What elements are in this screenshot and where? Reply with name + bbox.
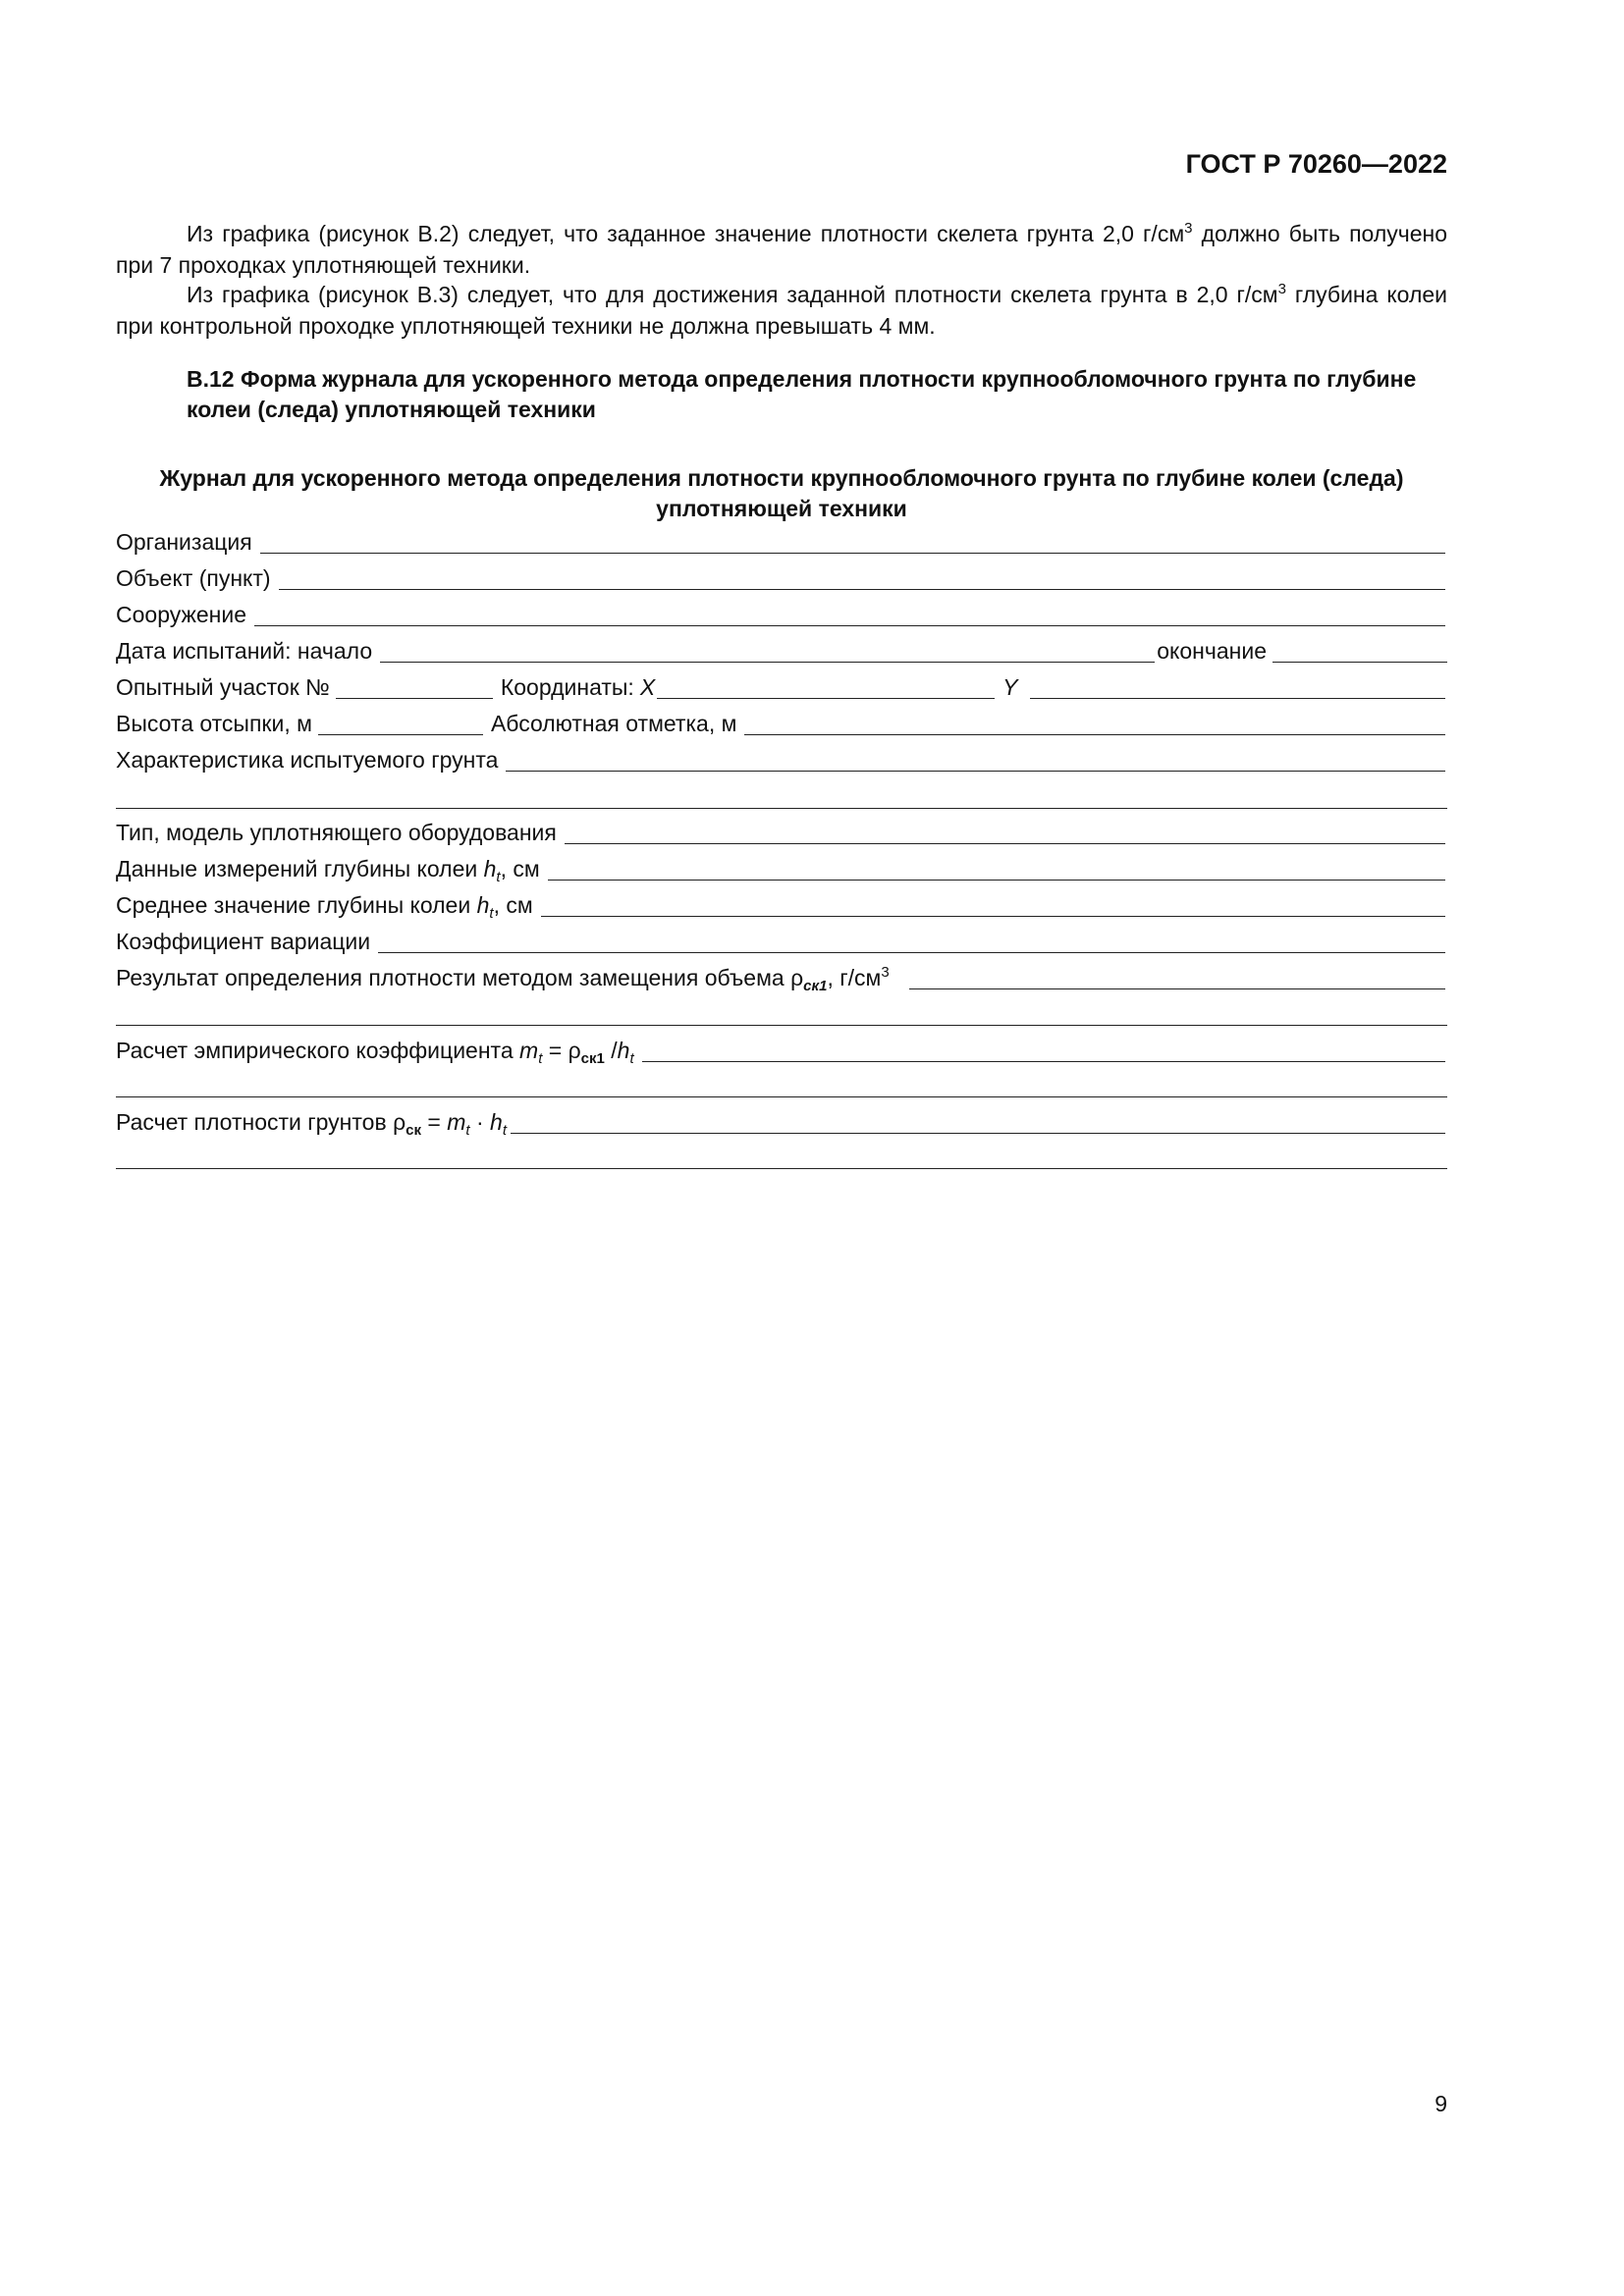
field-soil-characteristics xyxy=(116,744,1447,775)
field-label: окончание xyxy=(1157,638,1267,664)
document-code: ГОСТ Р 70260—2022 xyxy=(1185,149,1447,179)
field-label: Опытный участок № xyxy=(116,674,330,700)
paragraph-figure-b2: Из графика (рисунок В.2) следует, что заданное значение плотности скелета грунта 2,0 $г/см^3$ должно быть получено при 7 проходках уплотняющей техники. xyxy=(116,220,1448,278)
field-variation xyxy=(116,926,1447,957)
field-label: Тип, модель уплотняющего оборудования xyxy=(116,820,557,845)
field-label: Организация xyxy=(116,529,252,555)
field-rut-data xyxy=(116,853,1447,884)
section-heading: В.12 Форма журнала для ускоренного метода определения плотности крупнообломочного грунта по глубине колеи (следа) уплотняющей техники xyxy=(187,366,1417,422)
paragraph-figure-b3: Из графика (рисунок В.3) следует, что для достижения заданной плотности скелета грунта в 2,0 $г/см^3$ глубина колеи при контрольной проходке уплотняющей техники не должна превышать 4 мм. xyxy=(116,281,1447,339)
field-density-result xyxy=(116,962,1447,993)
input-line-height[interactable] xyxy=(318,733,483,735)
field-label: Характеристика испытуемого грунта xyxy=(116,747,499,773)
field-rut-average xyxy=(116,889,1447,921)
input-line[interactable] xyxy=(260,552,1445,554)
input-line[interactable] xyxy=(909,988,1445,989)
field-label: Абсолютная отметка, м xyxy=(490,711,737,736)
field-label: Объект (пункт) xyxy=(116,565,271,591)
field-label: Среднее значение глубины колеи $h_t$, см xyxy=(116,892,533,922)
field-label-y: Y xyxy=(1002,674,1018,700)
field-label: Расчет эмпирического коэффициента $m_t = \rho_{ск1}$ $/h_t$ xyxy=(116,1038,634,1067)
input-line-mark[interactable] xyxy=(744,733,1445,735)
input-line[interactable] xyxy=(541,915,1445,917)
input-line-x[interactable] xyxy=(657,697,995,699)
input-line[interactable] xyxy=(565,842,1445,844)
field-density-calculation xyxy=(116,1106,1447,1138)
field-label: Дата испытаний: начало xyxy=(116,638,373,664)
field-label: Расчет плотности грунтов $\rho_{ск} = m_t \cdot h_t$ xyxy=(116,1109,508,1139)
field-organization xyxy=(116,526,1447,558)
field-label: Высота отсыпки, м xyxy=(116,711,312,736)
field-equipment xyxy=(116,817,1447,848)
journal-title: Журнал для ускоренного метода определения плотности крупнообломочного грунта по глубине колеи (следа) уплотняющей техники xyxy=(159,465,1404,521)
field-test-dates xyxy=(116,635,1447,667)
input-line-end[interactable] xyxy=(1272,661,1447,663)
field-label-x: X xyxy=(639,674,656,700)
input-line-start[interactable] xyxy=(380,661,1155,663)
field-label: Сооружение xyxy=(116,602,247,627)
input-line-extra[interactable] xyxy=(116,807,1447,809)
input-line[interactable] xyxy=(378,951,1445,953)
input-line[interactable] xyxy=(279,588,1445,590)
field-plot-coordinates xyxy=(116,671,1447,703)
input-line-extra[interactable] xyxy=(116,1167,1447,1169)
field-label: Результат определения плотности методом замещения объема $\rho_{ск1}$, $г/см^3$ xyxy=(116,964,890,994)
input-line-extra[interactable] xyxy=(116,1024,1447,1026)
page-number: 9 xyxy=(1435,2091,1447,2116)
input-line[interactable] xyxy=(511,1132,1445,1134)
input-line[interactable] xyxy=(254,624,1445,626)
input-line[interactable] xyxy=(548,879,1445,881)
field-label: Коэффициент вариации xyxy=(116,929,371,954)
input-line[interactable] xyxy=(642,1060,1445,1062)
field-label: Координаты: xyxy=(500,674,634,700)
input-line[interactable] xyxy=(506,770,1445,772)
input-line-extra[interactable] xyxy=(116,1095,1447,1097)
input-line-y[interactable] xyxy=(1030,697,1445,699)
field-object xyxy=(116,562,1447,594)
field-structure xyxy=(116,599,1447,630)
field-empirical-coefficient xyxy=(116,1035,1447,1066)
field-fill-height xyxy=(116,708,1447,739)
field-label: Данные измерений глубины колеи $h_t$, см xyxy=(116,856,540,885)
input-line-plot[interactable] xyxy=(336,697,493,699)
